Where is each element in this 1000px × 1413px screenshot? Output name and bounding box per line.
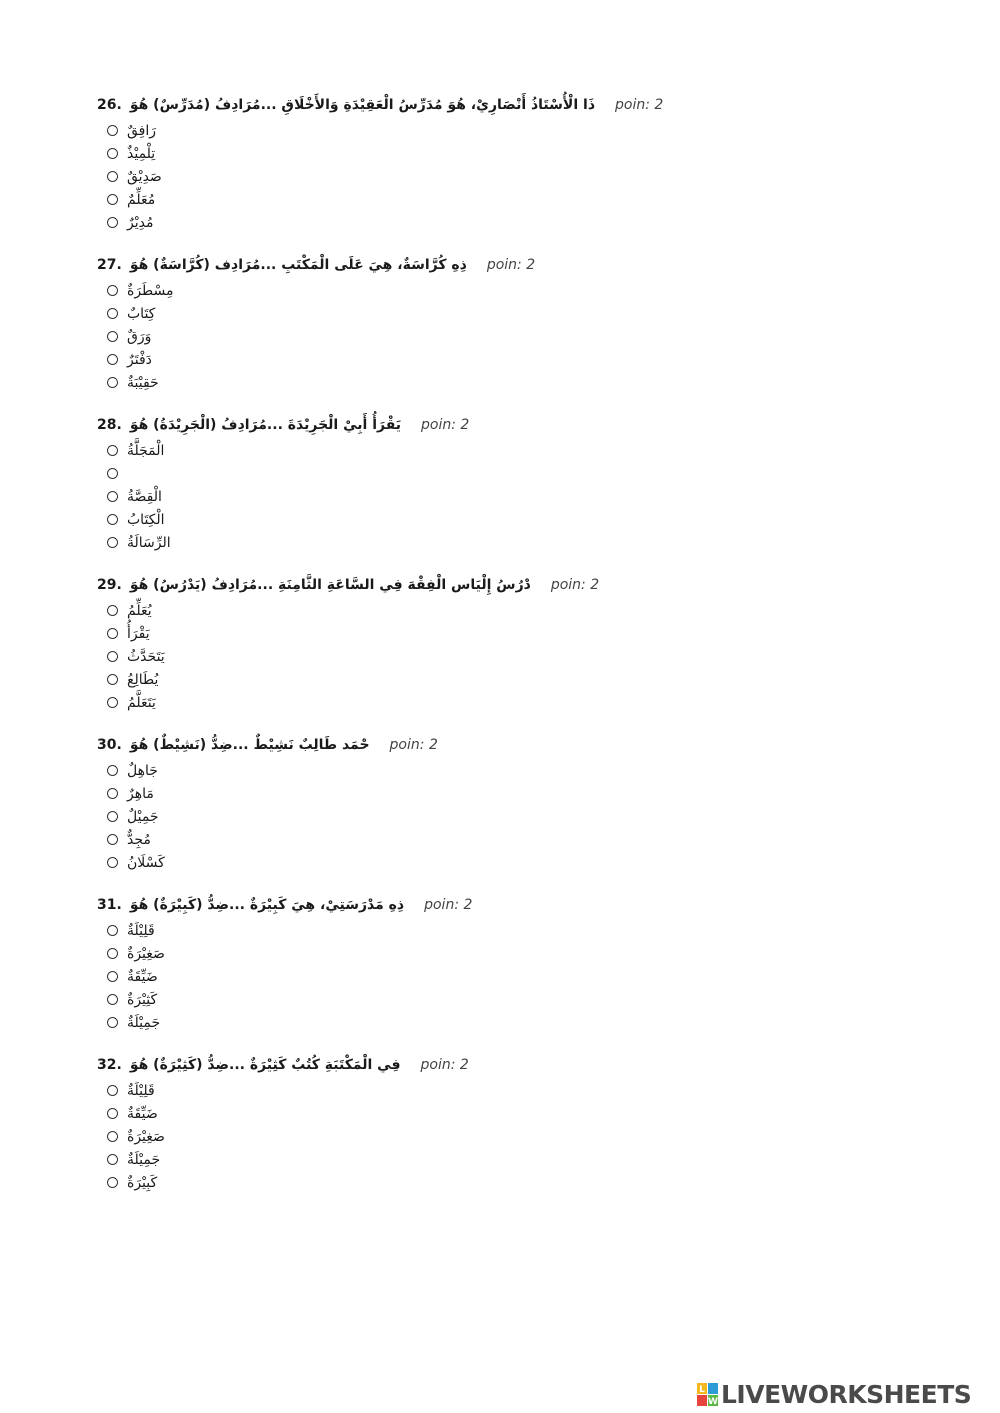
answer-options <box>97 119 797 234</box>
question-text: فِي الْمَكْتَبَةِ كُتُبٌ كَثِيْرَةٌ ...ضِدُّ (كَثِيْرَةٌ) هُوَ <box>129 1057 401 1073</box>
option-label: دَفْتَرٌ <box>127 351 152 368</box>
question-text: ذِهِ مَدْرَسَتِيْ، هِيَ كَبِيْرَةٌ ...ضِدُّ (كَبِيْرَةٌ) هُوَ <box>129 897 405 913</box>
answer-option[interactable] <box>97 462 797 485</box>
option-label: تِلْمِيْذٌ <box>127 145 156 162</box>
answer-option[interactable] <box>97 805 797 828</box>
question-points <box>424 897 472 913</box>
points-value: 2 <box>463 897 473 913</box>
answer-option[interactable] <box>97 668 797 691</box>
option-label: الْكِتَابُ <box>127 511 165 528</box>
answer-option[interactable] <box>97 279 797 302</box>
answer-option[interactable] <box>97 302 797 325</box>
radio-button[interactable] <box>107 1131 118 1142</box>
option-label: مُجِدٌّ <box>127 831 151 848</box>
radio-button[interactable] <box>107 605 118 616</box>
question-text: دْرُسُ إِلْيَاس الْفِقْهَ فِي السَّاعَةِ الثَّامِنَةِ ...مُرَادِفُ (يَدْرُسُ) هُوَ <box>129 577 531 593</box>
answer-option[interactable] <box>97 942 797 965</box>
radio-button[interactable] <box>107 948 118 959</box>
answer-option[interactable] <box>97 1125 797 1148</box>
option-label: جَمِيْلٌ <box>127 808 159 825</box>
question-text: حْمَد طَالِبٌ نَشِيْطٌ ...ضِدُّ (نَشِيْطٌ) هُوَ <box>129 737 370 753</box>
answer-option[interactable] <box>97 599 797 622</box>
option-label: كَبِيْرَةٌ <box>127 1174 158 1191</box>
answer-option[interactable] <box>97 1171 797 1194</box>
answer-option[interactable] <box>97 1079 797 1102</box>
question-number: 32. <box>97 1057 122 1073</box>
radio-button[interactable] <box>107 971 118 982</box>
question-28 <box>97 415 797 575</box>
answer-option[interactable] <box>97 119 797 142</box>
question-number: 30. <box>97 737 122 753</box>
radio-button[interactable] <box>107 354 118 365</box>
answer-options <box>97 599 797 714</box>
answer-option[interactable] <box>97 622 797 645</box>
points-label: poin: <box>550 577 586 593</box>
radio-button[interactable] <box>107 651 118 662</box>
question-31 <box>97 895 797 1055</box>
logo-letter: W <box>708 1396 718 1407</box>
option-label: صَغِيْرَةٌ <box>127 945 165 962</box>
answer-option[interactable] <box>97 1148 797 1171</box>
question-number: 29. <box>97 577 122 593</box>
logo-letter: L <box>699 1384 705 1395</box>
radio-button[interactable] <box>107 194 118 205</box>
radio-button[interactable] <box>107 811 118 822</box>
question-text: ذَا الْأُسْتَاذُ أَنْصَارِيْ، هُوَ مُدَرِّسُ الْعَقِيْدَةِ وَالأَخْلَاقِ ...مُرَادِفُ (مُدَرِّسٌ) هُوَ <box>129 97 595 113</box>
option-label: ضَيِّقَةٌ <box>127 1105 158 1122</box>
question-points <box>421 1057 469 1073</box>
radio-button[interactable] <box>107 697 118 708</box>
option-label: مُدِيْرٌ <box>127 214 154 231</box>
points-label: poin: <box>389 737 425 753</box>
points-value: 2 <box>526 257 536 273</box>
radio-button[interactable] <box>107 1154 118 1165</box>
question-header <box>97 255 797 275</box>
points-value: 2 <box>460 417 470 433</box>
question-header <box>97 95 797 115</box>
option-label: جَمِيْلَةٌ <box>127 1151 161 1168</box>
answer-options <box>97 919 797 1034</box>
question-header <box>97 735 797 755</box>
question-header <box>97 415 797 435</box>
radio-button[interactable] <box>107 125 118 136</box>
answer-option[interactable] <box>97 1102 797 1125</box>
answer-options <box>97 1079 797 1194</box>
option-label: ضَيِّقَةٌ <box>127 968 158 985</box>
answer-option[interactable] <box>97 828 797 851</box>
question-number: 27. <box>97 257 122 273</box>
radio-button[interactable] <box>107 171 118 182</box>
option-label: يُعَلِّمُ <box>127 602 152 619</box>
points-value: 2 <box>428 737 438 753</box>
radio-button[interactable] <box>107 834 118 845</box>
option-label: مِسْطَرَةٌ <box>127 282 174 299</box>
question-points <box>551 577 599 593</box>
answer-option[interactable] <box>97 371 797 394</box>
points-label: poin: <box>486 257 522 273</box>
radio-button[interactable] <box>107 1085 118 1096</box>
liveworksheets-logo-icon <box>697 1383 719 1407</box>
radio-button[interactable] <box>107 217 118 228</box>
radio-button[interactable] <box>107 148 118 159</box>
option-label: رَافِقٌ <box>127 122 157 139</box>
option-label: مَاهِرٌ <box>127 785 154 802</box>
answer-options <box>97 759 797 874</box>
option-label: يَتَحَدَّثُ <box>127 648 165 665</box>
question-header <box>97 575 797 595</box>
option-label: الْمَجَلَّةُ <box>127 442 165 459</box>
radio-button[interactable] <box>107 308 118 319</box>
radio-button[interactable] <box>107 468 118 479</box>
worksheet <box>97 95 797 1215</box>
radio-button[interactable] <box>107 1017 118 1028</box>
answer-option[interactable] <box>97 325 797 348</box>
answer-option[interactable] <box>97 988 797 1011</box>
liveworksheets-brand <box>697 1380 971 1409</box>
question-header <box>97 1055 797 1075</box>
radio-button[interactable] <box>107 857 118 868</box>
points-value: 2 <box>459 1057 469 1073</box>
radio-button[interactable] <box>107 377 118 388</box>
question-header <box>97 895 797 915</box>
question-30 <box>97 735 797 895</box>
answer-option[interactable] <box>97 851 797 874</box>
answer-option[interactable] <box>97 782 797 805</box>
brand-text: LIVEWORKSHEETS <box>721 1380 972 1409</box>
answer-option[interactable] <box>97 531 797 554</box>
radio-button[interactable] <box>107 765 118 776</box>
option-label: كَسْلَانُ <box>127 854 165 871</box>
question-number: 28. <box>97 417 122 433</box>
question-text: ذِهِ كُرَّاسَةٌ، هِيَ عَلَى الْمَكْتَبِ ...مُرَادِف (كُرَّاسَةٌ) هُوَ <box>129 257 467 273</box>
question-26 <box>97 95 797 255</box>
option-label: كَثِيْرَةٌ <box>127 991 158 1008</box>
question-points <box>390 737 438 753</box>
question-points <box>487 257 535 273</box>
points-value: 2 <box>590 577 600 593</box>
answer-option[interactable] <box>97 691 797 714</box>
radio-button[interactable] <box>107 1108 118 1119</box>
points-label: poin: <box>424 897 460 913</box>
answer-option[interactable] <box>97 348 797 371</box>
answer-option[interactable] <box>97 645 797 668</box>
question-29 <box>97 575 797 735</box>
option-label: صَغِيْرَةٌ <box>127 1128 165 1145</box>
radio-button[interactable] <box>107 445 118 456</box>
option-label: كِتَابٌ <box>127 305 156 322</box>
question-points <box>421 417 469 433</box>
option-label: يَقْرَأُ <box>127 625 150 642</box>
option-label: جَاهِلٌ <box>127 762 158 779</box>
radio-button[interactable] <box>107 514 118 525</box>
radio-button[interactable] <box>107 994 118 1005</box>
question-text: يَقْرَأُ أَبِيْ الْجَرِيْدَةَ ...مُرَادِفُ (الْجَرِيْدَةُ) هُوَ <box>129 417 402 433</box>
radio-button[interactable] <box>107 331 118 342</box>
points-label: poin: <box>420 1057 456 1073</box>
answer-options <box>97 439 797 554</box>
points-label: poin: <box>421 417 456 433</box>
option-label: يُطَالِعُ <box>127 671 159 688</box>
question-points <box>615 97 663 113</box>
radio-button[interactable] <box>107 925 118 936</box>
answer-options <box>97 279 797 394</box>
option-label: يَتَعَلَّمُ <box>127 694 156 711</box>
radio-button[interactable] <box>107 1177 118 1188</box>
answer-option[interactable] <box>97 142 797 165</box>
question-number: 31. <box>97 897 122 913</box>
option-label: مُعَلِّمٌ <box>127 191 156 208</box>
radio-button[interactable] <box>107 491 118 502</box>
answer-option[interactable] <box>97 485 797 508</box>
answer-option[interactable] <box>97 1011 797 1034</box>
radio-button[interactable] <box>107 788 118 799</box>
option-label: صَدِيْقٌ <box>127 168 162 185</box>
answer-option[interactable] <box>97 211 797 234</box>
answer-option[interactable] <box>97 759 797 782</box>
option-label: الرِّسَالَةُ <box>127 534 171 551</box>
question-27 <box>97 255 797 415</box>
answer-option[interactable] <box>97 919 797 942</box>
radio-button[interactable] <box>107 285 118 296</box>
option-label: حَقِيْبَةٌ <box>127 374 159 391</box>
answer-option[interactable] <box>97 439 797 462</box>
option-label: قَلِيْلَةٌ <box>127 922 155 939</box>
question-32 <box>97 1055 797 1215</box>
option-label: جَمِيْلَةٌ <box>127 1014 161 1031</box>
radio-button[interactable] <box>107 674 118 685</box>
question-number: 26. <box>97 97 122 113</box>
answer-option[interactable] <box>97 965 797 988</box>
points-value: 2 <box>654 97 664 113</box>
answer-option[interactable] <box>97 165 797 188</box>
points-label: poin: <box>615 97 650 113</box>
answer-option[interactable] <box>97 508 797 531</box>
radio-button[interactable] <box>107 537 118 548</box>
option-label: قَلِيْلَةٌ <box>127 1082 155 1099</box>
option-label: وَرَقٌ <box>127 328 152 345</box>
option-label: الْقِصَّةُ <box>127 488 162 505</box>
answer-option[interactable] <box>97 188 797 211</box>
radio-button[interactable] <box>107 628 118 639</box>
